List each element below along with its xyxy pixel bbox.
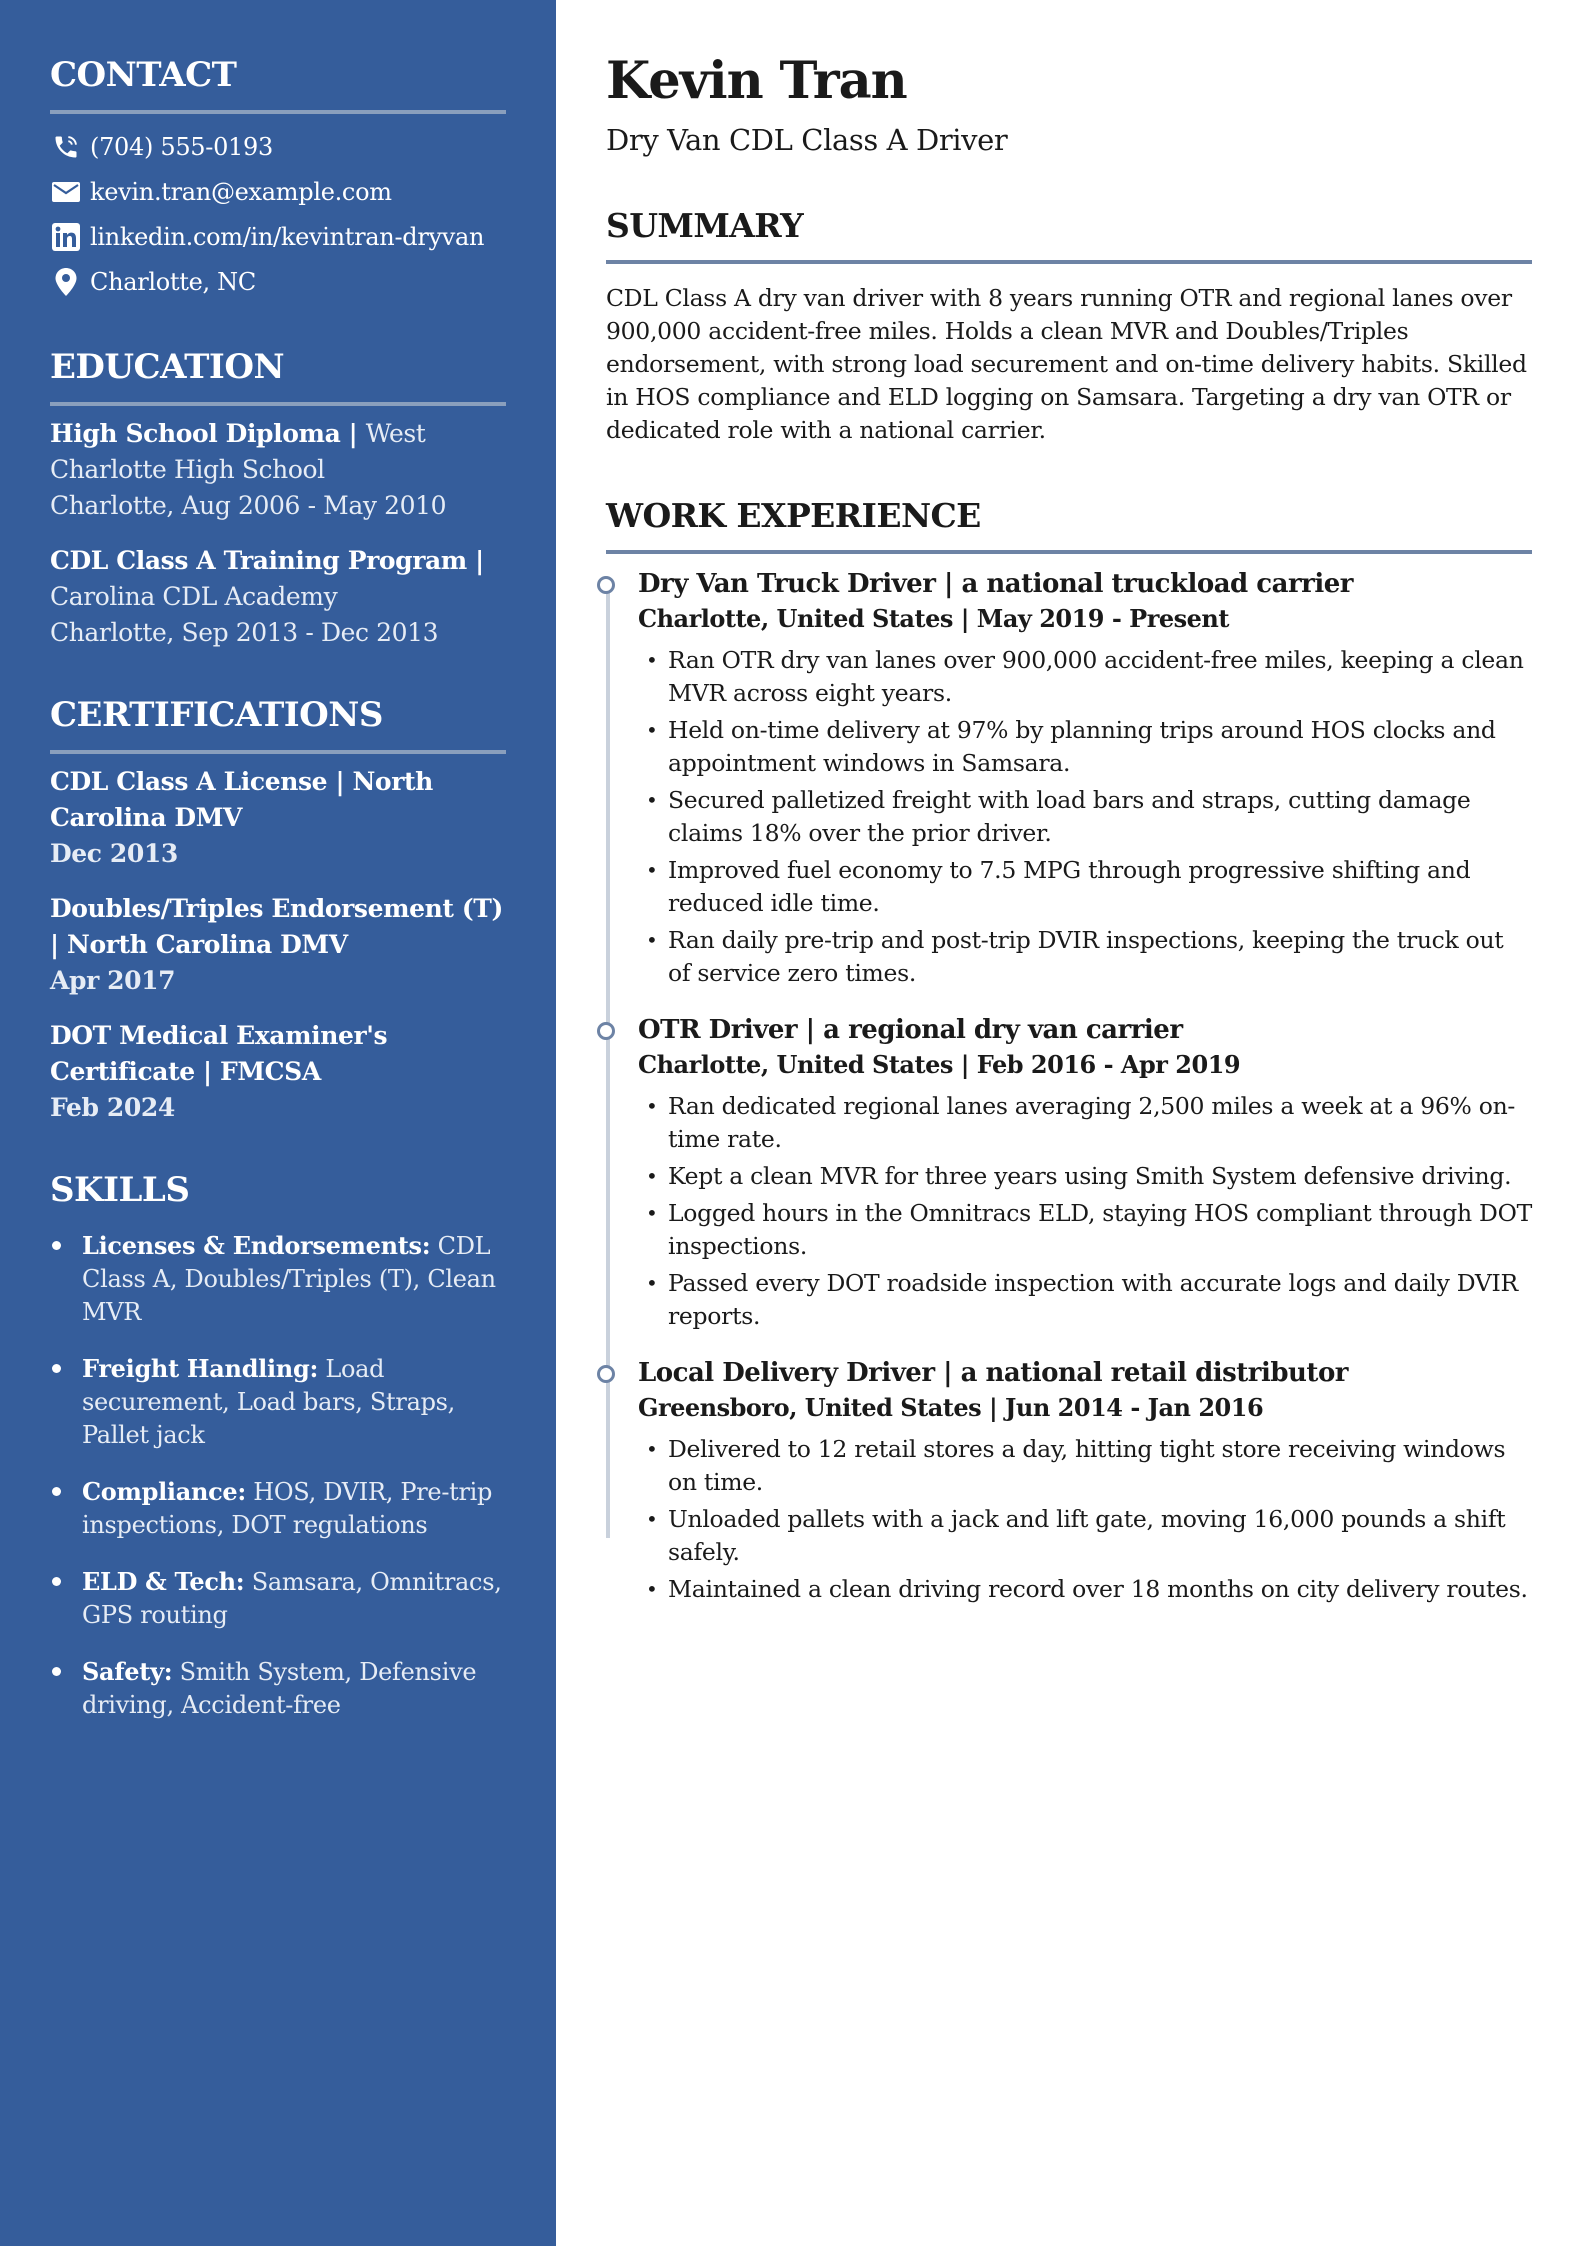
experience-timeline bbox=[606, 566, 1532, 1606]
divider bbox=[50, 402, 506, 406]
timeline-dot bbox=[597, 1022, 615, 1040]
certification-title: DOT Medical Examiner's Certificate | FMCSA bbox=[50, 1021, 388, 1086]
sidebar bbox=[0, 0, 556, 2246]
job-bullets bbox=[638, 1433, 1532, 1606]
job-bullet: • Improved fuel economy to 7.5 MPG through progressive shifting and reduced idle time. bbox=[638, 854, 1532, 920]
job-bullets bbox=[638, 1090, 1532, 1333]
experience-section bbox=[606, 496, 1532, 1606]
contact-section bbox=[50, 0, 506, 304]
timeline-dot bbox=[597, 1365, 615, 1383]
certification-item bbox=[50, 891, 506, 999]
education-item: High School Diploma | West Charlotte High School Charlotte, Aug 2006 - May 2010 bbox=[50, 416, 506, 524]
certification-item bbox=[50, 764, 506, 872]
certification-date: Apr 2017 bbox=[50, 966, 176, 995]
education-section bbox=[50, 347, 506, 651]
phone-icon bbox=[50, 131, 82, 163]
job-bullet: • Kept a clean MVR for three years using Smith System defensive driving. bbox=[638, 1160, 1532, 1193]
skill-item: Safety: Smith System, Defensive driving, Accident-free bbox=[50, 1655, 506, 1722]
certifications-section bbox=[50, 695, 506, 1126]
certifications-heading: CERTIFICATIONS bbox=[50, 695, 383, 735]
resume-header bbox=[606, 0, 1532, 157]
skills-section bbox=[50, 1170, 506, 1722]
phone-text: (704) 555-0193 bbox=[90, 132, 273, 161]
certification-date: Feb 2024 bbox=[50, 1093, 175, 1122]
linkedin-icon bbox=[50, 221, 82, 253]
contact-linkedin[interactable] bbox=[50, 214, 506, 259]
job-meta: Greensboro, United States | Jun 2014 - Jan 2016 bbox=[638, 1393, 1264, 1422]
location-pin-icon bbox=[50, 266, 82, 298]
job-bullet: • Held on-time delivery at 97% by planning trips around HOS clocks and appointment windows in Samsara. bbox=[638, 714, 1532, 780]
job-entry bbox=[606, 1012, 1532, 1333]
job-bullet: • Ran OTR dry van lanes over 900,000 accident-free miles, keeping a clean MVR across eight years. bbox=[638, 644, 1532, 710]
summary-text: CDL Class A dry van driver with 8 years running OTR and regional lanes over 900,000 accident-free miles. Holds a clean MVR and Doubles/Triples endorsement, with strong load securement and on-time delivery habits. Skilled in HOS compliance and ELD logging on Samsara. Targeting a dry van OTR or dedicated role with a national carrier. bbox=[606, 284, 1527, 444]
certification-title: CDL Class A License | North Carolina DMV bbox=[50, 767, 433, 832]
job-bullet: • Maintained a clean driving record over 18 months on city delivery routes. bbox=[638, 1573, 1532, 1606]
degree: High School Diploma bbox=[50, 419, 341, 448]
job-title: Local Delivery Driver | a national retail distributor bbox=[638, 1358, 1348, 1388]
skill-item: Licenses & Endorsements: CDL Class A, Doubles/Triples (T), Clean MVR bbox=[50, 1229, 506, 1329]
job-entry bbox=[606, 1355, 1532, 1606]
skills-heading: SKILLS bbox=[50, 1170, 190, 1210]
skill-item: ELD & Tech: Samsara, Omnitracs, GPS routing bbox=[50, 1565, 506, 1632]
job-title: OTR Driver | a regional dry van carrier bbox=[638, 1015, 1183, 1045]
linkedin-text: linkedin.com/in/kevintran-dryvan bbox=[90, 222, 485, 251]
degree: CDL Class A Training Program bbox=[50, 546, 467, 575]
timeline-dot bbox=[597, 576, 615, 594]
education-details: Charlotte, Sep 2013 - Dec 2013 bbox=[50, 618, 439, 647]
education-item: CDL Class A Training Program | Carolina CDL Academy Charlotte, Sep 2013 - Dec 2013 bbox=[50, 543, 506, 651]
certification-title: Doubles/Triples Endorsement (T) | North Carolina DMV bbox=[50, 894, 503, 959]
experience-heading: WORK EXPERIENCE bbox=[606, 496, 981, 535]
mail-icon bbox=[50, 176, 82, 208]
divider bbox=[50, 110, 506, 114]
contact-location bbox=[50, 259, 506, 304]
contact-email[interactable] bbox=[50, 169, 506, 214]
job-bullet: • Logged hours in the Omnitracs ELD, staying HOS compliant through DOT inspections. bbox=[638, 1197, 1532, 1263]
job-bullet: • Ran daily pre-trip and post-trip DVIR inspections, keeping the truck out of service zero times. bbox=[638, 924, 1532, 990]
education-heading: EDUCATION bbox=[50, 347, 285, 387]
school: West Charlotte High School bbox=[50, 419, 426, 484]
school: Carolina CDL Academy bbox=[50, 582, 338, 611]
divider bbox=[606, 550, 1532, 554]
certification-date: Dec 2013 bbox=[50, 839, 178, 868]
job-bullets bbox=[638, 644, 1532, 990]
candidate-title: Dry Van CDL Class A Driver bbox=[606, 123, 1008, 157]
skills-list bbox=[50, 1229, 506, 1722]
job-bullet: • Passed every DOT roadside inspection with accurate logs and daily DVIR reports. bbox=[638, 1267, 1532, 1333]
summary-section bbox=[606, 206, 1532, 447]
job-title: Dry Van Truck Driver | a national truckload carrier bbox=[638, 569, 1353, 599]
main-content bbox=[606, 0, 1532, 1628]
location-text: Charlotte, NC bbox=[90, 267, 256, 296]
job-bullet: • Secured palletized freight with load bars and straps, cutting damage claims 18% over the prior driver. bbox=[638, 784, 1532, 850]
job-meta: Charlotte, United States | Feb 2016 - Apr 2019 bbox=[638, 1050, 1241, 1079]
job-bullet: • Ran dedicated regional lanes averaging 2,500 miles a week at a 96% on-time rate. bbox=[638, 1090, 1532, 1156]
divider bbox=[50, 750, 506, 754]
skill-item: Freight Handling: Load securement, Load bars, Straps, Pallet jack bbox=[50, 1352, 506, 1452]
education-details: Charlotte, Aug 2006 - May 2010 bbox=[50, 491, 447, 520]
job-bullet: • Delivered to 12 retail stores a day, hitting tight store receiving windows on time. bbox=[638, 1433, 1532, 1499]
contact-phone[interactable] bbox=[50, 124, 506, 169]
email-text: kevin.tran@example.com bbox=[90, 177, 392, 206]
certification-item bbox=[50, 1018, 506, 1126]
contact-heading: CONTACT bbox=[50, 55, 237, 95]
job-entry bbox=[606, 566, 1532, 990]
skill-item: Compliance: HOS, DVIR, Pre-trip inspections, DOT regulations bbox=[50, 1475, 506, 1542]
divider bbox=[606, 260, 1532, 264]
summary-heading: SUMMARY bbox=[606, 206, 804, 245]
job-meta: Charlotte, United States | May 2019 - Present bbox=[638, 604, 1229, 633]
candidate-name: Kevin Tran bbox=[606, 51, 907, 111]
job-bullet: • Unloaded pallets with a jack and lift gate, moving 16,000 pounds a shift safely. bbox=[638, 1503, 1532, 1569]
